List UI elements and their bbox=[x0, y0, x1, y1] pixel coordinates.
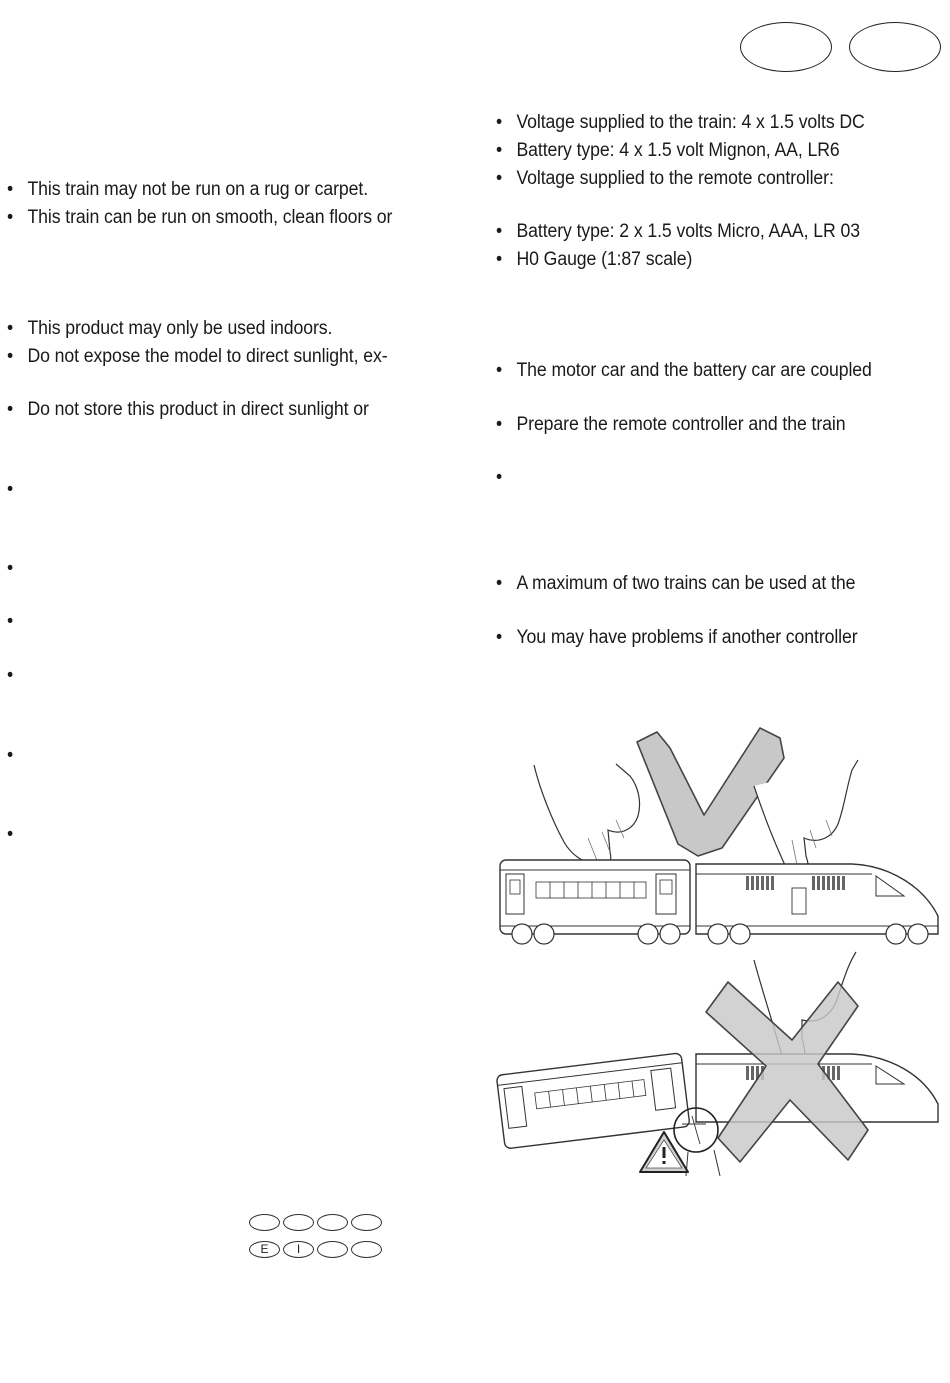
language-code-oval: I bbox=[283, 1241, 314, 1258]
language-code-oval bbox=[351, 1241, 382, 1258]
list-item-text: Prepare the remote controller and the train bbox=[516, 414, 846, 435]
bullet-icon: • bbox=[7, 318, 14, 339]
wrong-coupling-scene bbox=[496, 952, 938, 1176]
bullet-icon: • bbox=[496, 112, 503, 133]
list-item bbox=[496, 112, 865, 134]
list-item bbox=[7, 479, 27, 501]
list-item-text: Battery type: 2 x 1.5 volts Micro, AAA, LR 03 bbox=[516, 221, 860, 242]
warning-triangle-icon bbox=[640, 1132, 688, 1172]
bullet-icon: • bbox=[7, 207, 14, 228]
bullet-icon: • bbox=[496, 221, 503, 242]
bullet-icon: • bbox=[496, 573, 503, 594]
list-item-text: A maximum of two trains can be used at the bbox=[516, 573, 856, 594]
language-code-oval bbox=[283, 1214, 314, 1231]
language-code-oval bbox=[317, 1214, 348, 1231]
list-item bbox=[496, 168, 834, 190]
hand-left-icon bbox=[534, 764, 640, 866]
bullet-icon: • bbox=[496, 360, 503, 381]
bullet-icon: • bbox=[496, 140, 503, 161]
language-codes-row-2 bbox=[249, 1241, 384, 1259]
list-item bbox=[7, 558, 27, 580]
bullet-icon: • bbox=[496, 249, 503, 270]
list-item bbox=[496, 140, 840, 162]
list-item bbox=[496, 360, 872, 382]
bullet-icon: • bbox=[7, 558, 14, 579]
list-item-text: This product may only be used indoors. bbox=[27, 318, 333, 339]
bullet-icon: • bbox=[7, 745, 14, 766]
bullet-icon: • bbox=[7, 611, 14, 632]
list-item bbox=[496, 627, 858, 649]
list-item-text: You may have problems if another controller bbox=[516, 627, 858, 648]
list-item bbox=[7, 399, 369, 421]
list-item bbox=[7, 611, 27, 633]
tilted-battery-car bbox=[496, 1053, 690, 1149]
correct-coupling-scene bbox=[500, 728, 938, 944]
list-item bbox=[496, 414, 845, 436]
list-item-text: Battery type: 4 x 1.5 volt Mignon, AA, LR6 bbox=[516, 140, 840, 161]
language-code-oval bbox=[317, 1241, 348, 1258]
coupling-illustration bbox=[492, 720, 942, 1180]
list-item bbox=[7, 745, 27, 767]
list-item-text: Do not expose the model to direct sunlight, ex- bbox=[27, 346, 388, 367]
language-code-oval bbox=[351, 1214, 382, 1231]
list-item bbox=[496, 221, 860, 243]
list-item bbox=[496, 573, 855, 595]
list-item-text: Voltage supplied to the remote controller: bbox=[516, 168, 834, 189]
list-item bbox=[7, 665, 27, 687]
bullet-icon: • bbox=[496, 467, 503, 488]
list-item-text: Voltage supplied to the train: 4 x 1.5 volts DC bbox=[516, 112, 865, 133]
list-item-text: H0 Gauge (1:87 scale) bbox=[516, 249, 693, 270]
list-item bbox=[7, 207, 392, 229]
bullet-icon: • bbox=[7, 346, 14, 367]
bullet-icon: • bbox=[7, 665, 14, 686]
bullet-icon: • bbox=[7, 479, 14, 500]
list-item bbox=[496, 249, 692, 271]
list-item-text: Do not store this product in direct sunlight or bbox=[27, 399, 369, 420]
language-ovals bbox=[740, 22, 945, 74]
list-item bbox=[496, 467, 516, 489]
language-code-oval bbox=[249, 1214, 280, 1231]
bullet-icon: • bbox=[7, 824, 14, 845]
list-item-text: This train can be run on smooth, clean floors or bbox=[27, 207, 393, 228]
language-code-oval: E bbox=[249, 1241, 280, 1258]
bullet-icon: • bbox=[7, 179, 14, 200]
list-item bbox=[7, 318, 332, 340]
bullet-icon: • bbox=[496, 414, 503, 435]
list-item-text: The motor car and the battery car are coupled bbox=[516, 360, 872, 381]
language-oval-2 bbox=[849, 22, 941, 72]
language-oval-1 bbox=[740, 22, 832, 72]
list-item-text: This train may not be run on a rug or carpet. bbox=[27, 179, 369, 200]
bullet-icon: • bbox=[496, 168, 503, 189]
bullet-icon: • bbox=[496, 627, 503, 648]
language-codes-row-1 bbox=[249, 1214, 384, 1232]
list-item bbox=[7, 824, 27, 846]
bullet-icon: • bbox=[7, 399, 14, 420]
battery-car bbox=[500, 860, 690, 944]
list-item bbox=[7, 179, 368, 201]
list-item bbox=[7, 346, 388, 368]
motor-car bbox=[696, 864, 938, 944]
